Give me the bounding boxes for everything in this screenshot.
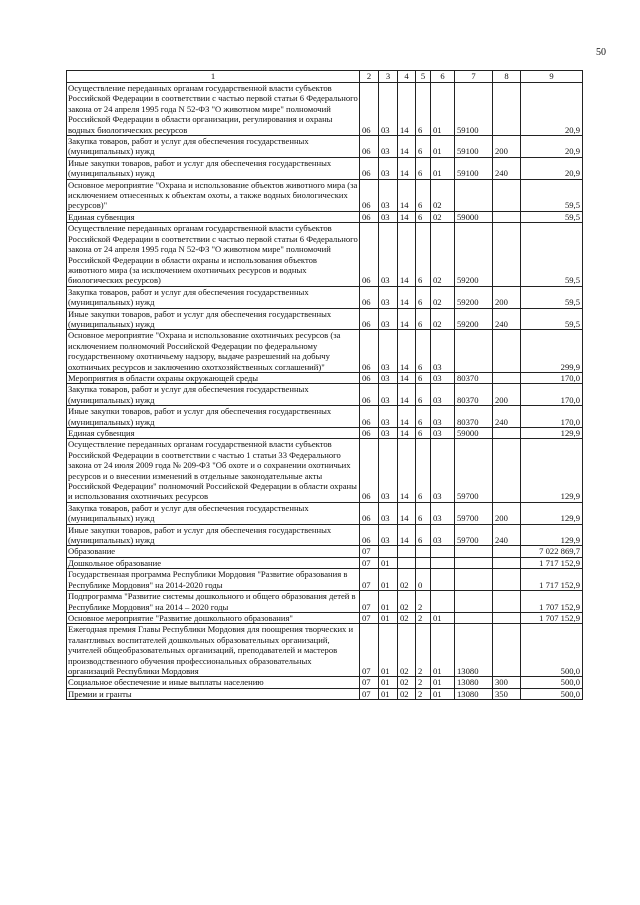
- program-code: 14: [398, 439, 416, 502]
- direction-code: 13080: [455, 624, 493, 677]
- expense-type-code: [493, 439, 521, 502]
- direction-code: 59200: [455, 308, 493, 330]
- event-code: 02: [431, 223, 455, 286]
- subprogram-code: 6: [416, 502, 431, 524]
- table-row: [67, 688, 583, 699]
- item-name: Иные закупки товаров, работ и услуг для обеспечения государственных (муниципальных) нужд: [67, 524, 360, 546]
- event-code: 01: [431, 677, 455, 688]
- event-code: 01: [431, 688, 455, 699]
- direction-code: 80370: [455, 372, 493, 383]
- expense-type-code: [493, 569, 521, 591]
- subsection-code: 03: [379, 524, 398, 546]
- subsection-code: 01: [379, 612, 398, 623]
- item-name: Государственная программа Республики Мордовия "Развитие образования в Республике Мордовия" на 2014-2020 годы: [67, 569, 360, 591]
- expense-type-code: [493, 223, 521, 286]
- item-name: Мероприятия в области охраны окружающей среды: [67, 372, 360, 383]
- amount: 1 717 152,9: [521, 569, 583, 591]
- table-row: [67, 439, 583, 502]
- section-code: 07: [360, 557, 379, 568]
- program-code: 14: [398, 157, 416, 179]
- expense-type-code: 200: [493, 502, 521, 524]
- col-header: 7: [455, 71, 493, 83]
- table-row: [67, 179, 583, 211]
- subprogram-code: 6: [416, 157, 431, 179]
- section-code: 06: [360, 157, 379, 179]
- direction-code: 13080: [455, 677, 493, 688]
- item-name: Образование: [67, 546, 360, 557]
- item-name: Закупка товаров, работ и услуг для обеспечения государственных (муниципальных) нужд: [67, 384, 360, 406]
- section-code: 06: [360, 428, 379, 439]
- table-row: [67, 83, 583, 136]
- section-code: 06: [360, 83, 379, 136]
- program-code: 02: [398, 624, 416, 677]
- amount: 59,5: [521, 286, 583, 308]
- subsection-code: 01: [379, 591, 398, 613]
- program-code: 14: [398, 372, 416, 383]
- section-code: 07: [360, 569, 379, 591]
- program-code: [398, 557, 416, 568]
- table-row: [67, 372, 583, 383]
- subprogram-code: 2: [416, 612, 431, 623]
- event-code: [431, 591, 455, 613]
- expense-type-code: [493, 591, 521, 613]
- subprogram-code: 6: [416, 308, 431, 330]
- expense-type-code: 200: [493, 136, 521, 158]
- amount: 170,0: [521, 406, 583, 428]
- subprogram-code: 6: [416, 136, 431, 158]
- expense-type-code: 240: [493, 157, 521, 179]
- expense-type-code: 240: [493, 406, 521, 428]
- subprogram-code: 6: [416, 83, 431, 136]
- subprogram-code: 6: [416, 223, 431, 286]
- table-row: [67, 591, 583, 613]
- subprogram-code: 6: [416, 439, 431, 502]
- program-code: 02: [398, 612, 416, 623]
- col-header: 4: [398, 71, 416, 83]
- program-code: 02: [398, 677, 416, 688]
- direction-code: 59700: [455, 502, 493, 524]
- event-code: 02: [431, 211, 455, 222]
- amount: 129,9: [521, 428, 583, 439]
- expense-type-code: [493, 612, 521, 623]
- subsection-code: 01: [379, 569, 398, 591]
- item-name: Социальное обеспечение и иные выплаты населению: [67, 677, 360, 688]
- table-row: [67, 384, 583, 406]
- subsection-code: 03: [379, 372, 398, 383]
- direction-code: [455, 591, 493, 613]
- program-code: 02: [398, 591, 416, 613]
- subprogram-code: 6: [416, 211, 431, 222]
- subprogram-code: [416, 557, 431, 568]
- direction-code: 59200: [455, 223, 493, 286]
- amount: 129,9: [521, 439, 583, 502]
- section-code: 06: [360, 502, 379, 524]
- item-name: Единая субвенция: [67, 428, 360, 439]
- event-code: 01: [431, 624, 455, 677]
- item-name: Иные закупки товаров, работ и услуг для обеспечения государственных (муниципальных) нужд: [67, 157, 360, 179]
- amount: 500,0: [521, 624, 583, 677]
- subsection-code: 03: [379, 439, 398, 502]
- table-row: [67, 136, 583, 158]
- subprogram-code: 2: [416, 677, 431, 688]
- expense-type-code: [493, 624, 521, 677]
- program-code: 14: [398, 286, 416, 308]
- section-code: 06: [360, 524, 379, 546]
- program-code: 14: [398, 211, 416, 222]
- col-header: 2: [360, 71, 379, 83]
- direction-code: 59000: [455, 428, 493, 439]
- subsection-code: 03: [379, 330, 398, 373]
- amount: 170,0: [521, 372, 583, 383]
- subsection-code: 03: [379, 136, 398, 158]
- header-row: [67, 71, 583, 83]
- item-name: Осуществление переданных органам государственной власти субъектов Российской Федерации в соответствии с частью первой статьи 6 Федерального закона от 24 апреля 1995 года N 52-ФЗ "О животном мире" полномочий Российской Федерации в области организации, регулирования и охраны водных биологических ресурсов: [68, 83, 358, 135]
- event-code: 03: [431, 406, 455, 428]
- event-code: 02: [431, 286, 455, 308]
- event-code: 01: [431, 136, 455, 158]
- section-code: 07: [360, 546, 379, 557]
- section-code: 06: [360, 330, 379, 373]
- subsection-code: 03: [379, 179, 398, 211]
- section-code: 06: [360, 406, 379, 428]
- table-row: [67, 524, 583, 546]
- expense-type-code: [493, 372, 521, 383]
- direction-code: 59000: [455, 211, 493, 222]
- event-code: [431, 546, 455, 557]
- col-header: 3: [379, 71, 398, 83]
- subsection-code: 03: [379, 308, 398, 330]
- direction-code: [455, 569, 493, 591]
- section-code: 07: [360, 677, 379, 688]
- col-header: 9: [521, 71, 583, 83]
- section-code: 06: [360, 223, 379, 286]
- item-name: Закупка товаров, работ и услуг для обеспечения государственных (муниципальных) нужд: [67, 286, 360, 308]
- table-row: [67, 428, 583, 439]
- event-code: [431, 557, 455, 568]
- program-code: 14: [398, 524, 416, 546]
- item-name: Закупка товаров, работ и услуг для обеспечения государственных (муниципальных) нужд: [67, 502, 360, 524]
- event-code: 03: [431, 372, 455, 383]
- table-row: [67, 624, 583, 677]
- direction-code: [455, 330, 493, 373]
- item-name: Осуществление переданных органам государственной власти субъектов Российской Федерации в соответствии с частью 1 статьи 33 Федерального закона от 24 июля 2009 года № 209-ФЗ "Об охоте и о сохранении охотничьих ресурсов и о внесении изменений в отдельные законодательные акты Российской Федерации" полномочий Российской Федерации в области охраны и использования охотничьих ресурсов: [67, 439, 360, 502]
- direction-code: 59200: [455, 286, 493, 308]
- table-row: [67, 211, 583, 222]
- table-row: [67, 569, 583, 591]
- expense-type-code: 200: [493, 286, 521, 308]
- table-row: [67, 330, 583, 373]
- direction-code: 59100: [455, 136, 493, 158]
- program-code: [398, 546, 416, 557]
- amount: 1 717 152,9: [521, 557, 583, 568]
- subprogram-code: 0: [416, 569, 431, 591]
- amount: 170,0: [521, 384, 583, 406]
- subprogram-code: 6: [416, 384, 431, 406]
- program-code: 14: [398, 223, 416, 286]
- amount: 59,5: [521, 308, 583, 330]
- subprogram-code: 2: [416, 688, 431, 699]
- subprogram-code: 6: [416, 524, 431, 546]
- amount: 59,5: [521, 179, 583, 211]
- table-row: [67, 157, 583, 179]
- subprogram-code: 2: [416, 624, 431, 677]
- section-code: 07: [360, 624, 379, 677]
- table-row: [67, 677, 583, 688]
- item-name: Основное мероприятие "Охрана и использование охотничьих ресурсов (за исключением полномочий Российской Федерации по федеральному государственному охотничьему надзору, выдаче разрешений на добычу охотничьих ресурсов и заключению охотхозяйственных соглашений)": [67, 330, 360, 373]
- amount: 59,5: [521, 223, 583, 286]
- col-header: 6: [431, 71, 455, 83]
- subsection-code: 03: [379, 83, 398, 136]
- section-code: 06: [360, 439, 379, 502]
- table-row: [67, 223, 583, 286]
- program-code: 14: [398, 330, 416, 373]
- expense-type-code: 200: [493, 384, 521, 406]
- amount: 20,9: [521, 136, 583, 158]
- table-row: [67, 502, 583, 524]
- section-code: 07: [360, 612, 379, 623]
- program-code: 02: [398, 569, 416, 591]
- program-code: 02: [398, 688, 416, 699]
- event-code: 01: [431, 157, 455, 179]
- expense-type-code: 240: [493, 524, 521, 546]
- section-code: 07: [360, 688, 379, 699]
- expense-type-code: [493, 557, 521, 568]
- program-code: 14: [398, 502, 416, 524]
- item-name: Основное мероприятие "Развитие дошкольного образования": [67, 612, 360, 623]
- section-code: 07: [360, 591, 379, 613]
- subsection-code: 01: [379, 557, 398, 568]
- event-code: 03: [431, 502, 455, 524]
- item-name: Иные закупки товаров, работ и услуг для обеспечения государственных (муниципальных) нужд: [67, 406, 360, 428]
- subprogram-code: 6: [416, 330, 431, 373]
- subprogram-code: 2: [416, 591, 431, 613]
- section-code: 06: [360, 372, 379, 383]
- direction-code: [455, 546, 493, 557]
- direction-code: [455, 557, 493, 568]
- amount: 500,0: [521, 677, 583, 688]
- table-row: [67, 308, 583, 330]
- event-code: 02: [431, 308, 455, 330]
- expense-type-code: 240: [493, 308, 521, 330]
- col-header: 8: [493, 71, 521, 83]
- event-code: 01: [431, 83, 455, 136]
- expense-type-code: 350: [493, 688, 521, 699]
- amount: 500,0: [521, 688, 583, 699]
- item-name: Подпрограмма "Развитие системы дошкольного и общего образования детей в Республике Мордовия" на 2014 – 2020 годы: [67, 591, 360, 613]
- expense-type-code: [493, 179, 521, 211]
- direction-code: 59700: [455, 524, 493, 546]
- item-name: Осуществление переданных органам государственной власти субъектов Российской Федерации в соответствии с частью первой статьи 6 Федерального закона от 24 апреля 1995 года N 52-ФЗ "О животном мире" полномочий Российской Федерации в области охраны и использования объектов животного мира (за исключением охотничьих ресурсов и водных биологических ресурсов): [68, 223, 358, 286]
- amount: 20,9: [521, 83, 583, 136]
- item-name: Иные закупки товаров, работ и услуг для обеспечения государственных (муниципальных) нужд: [67, 308, 360, 330]
- subsection-code: [379, 546, 398, 557]
- subsection-code: 01: [379, 688, 398, 699]
- direction-code: [455, 612, 493, 623]
- table-row: [67, 406, 583, 428]
- direction-code: [455, 179, 493, 211]
- subsection-code: 03: [379, 211, 398, 222]
- item-name: Дошкольное образование: [67, 557, 360, 568]
- table-row: [67, 612, 583, 623]
- subsection-code: 01: [379, 677, 398, 688]
- section-code: 06: [360, 179, 379, 211]
- item-name: Основное мероприятие "Охрана и использование объектов животного мира (за исключением отнесенных к объектам охоты, а также водных биологических ресурсов)": [67, 179, 360, 211]
- program-code: 14: [398, 428, 416, 439]
- direction-code: 80370: [455, 406, 493, 428]
- amount: 59,5: [521, 211, 583, 222]
- section-code: 06: [360, 308, 379, 330]
- budget-table: [66, 70, 583, 700]
- amount: 129,9: [521, 524, 583, 546]
- page-number: 50: [596, 47, 606, 58]
- subprogram-code: 6: [416, 406, 431, 428]
- event-code: 03: [431, 428, 455, 439]
- program-code: 14: [398, 308, 416, 330]
- subsection-code: 03: [379, 384, 398, 406]
- amount: 1 707 152,9: [521, 612, 583, 623]
- expense-type-code: [493, 428, 521, 439]
- expense-type-code: [493, 330, 521, 373]
- table-row: [67, 546, 583, 557]
- amount: 20,9: [521, 157, 583, 179]
- event-code: 02: [431, 179, 455, 211]
- table-row: [67, 286, 583, 308]
- event-code: 01: [431, 612, 455, 623]
- subsection-code: 03: [379, 428, 398, 439]
- amount: 129,9: [521, 502, 583, 524]
- subprogram-code: 6: [416, 286, 431, 308]
- col-header: 1: [67, 71, 360, 83]
- amount: 1 707 152,9: [521, 591, 583, 613]
- subsection-code: 03: [379, 406, 398, 428]
- table-row: [67, 557, 583, 568]
- item-name: Единая субвенция: [67, 211, 360, 222]
- program-code: 14: [398, 136, 416, 158]
- section-code: 06: [360, 286, 379, 308]
- item-name: Закупка товаров, работ и услуг для обеспечения государственных (муниципальных) нужд: [67, 136, 360, 158]
- subprogram-code: 6: [416, 372, 431, 383]
- item-name: Премии и гранты: [67, 688, 360, 699]
- expense-type-code: 300: [493, 677, 521, 688]
- direction-code: 59100: [455, 83, 493, 136]
- section-code: 06: [360, 136, 379, 158]
- event-code: 03: [431, 330, 455, 373]
- program-code: 14: [398, 179, 416, 211]
- expense-type-code: [493, 211, 521, 222]
- direction-code: 13080: [455, 688, 493, 699]
- event-code: 03: [431, 524, 455, 546]
- amount: 299,9: [521, 330, 583, 373]
- event-code: 03: [431, 384, 455, 406]
- direction-code: 59100: [455, 157, 493, 179]
- subprogram-code: [416, 546, 431, 557]
- subsection-code: 03: [379, 286, 398, 308]
- section-code: 06: [360, 384, 379, 406]
- expense-type-code: [493, 83, 521, 136]
- subsection-code: 03: [379, 502, 398, 524]
- amount: 7 022 869,7: [521, 546, 583, 557]
- subsection-code: 03: [379, 157, 398, 179]
- col-header: 5: [416, 71, 431, 83]
- program-code: 14: [398, 83, 416, 136]
- direction-code: 80370: [455, 384, 493, 406]
- subsection-code: 03: [379, 223, 398, 286]
- event-code: 03: [431, 439, 455, 502]
- program-code: 14: [398, 406, 416, 428]
- direction-code: 59700: [455, 439, 493, 502]
- section-code: 06: [360, 211, 379, 222]
- expense-type-code: [493, 546, 521, 557]
- program-code: 14: [398, 384, 416, 406]
- subprogram-code: 6: [416, 179, 431, 211]
- subprogram-code: 6: [416, 428, 431, 439]
- subsection-code: 01: [379, 624, 398, 677]
- item-name: Ежегодная премия Главы Республики Мордовия для поощрения творческих и талантливых воспитателей дошкольных образовательных организаций, учителей общеобразовательных организаций, преподавателей и мастеров производственного обучения профессиональных образовательных организаций Республики Мордовия: [67, 624, 360, 677]
- event-code: [431, 569, 455, 591]
